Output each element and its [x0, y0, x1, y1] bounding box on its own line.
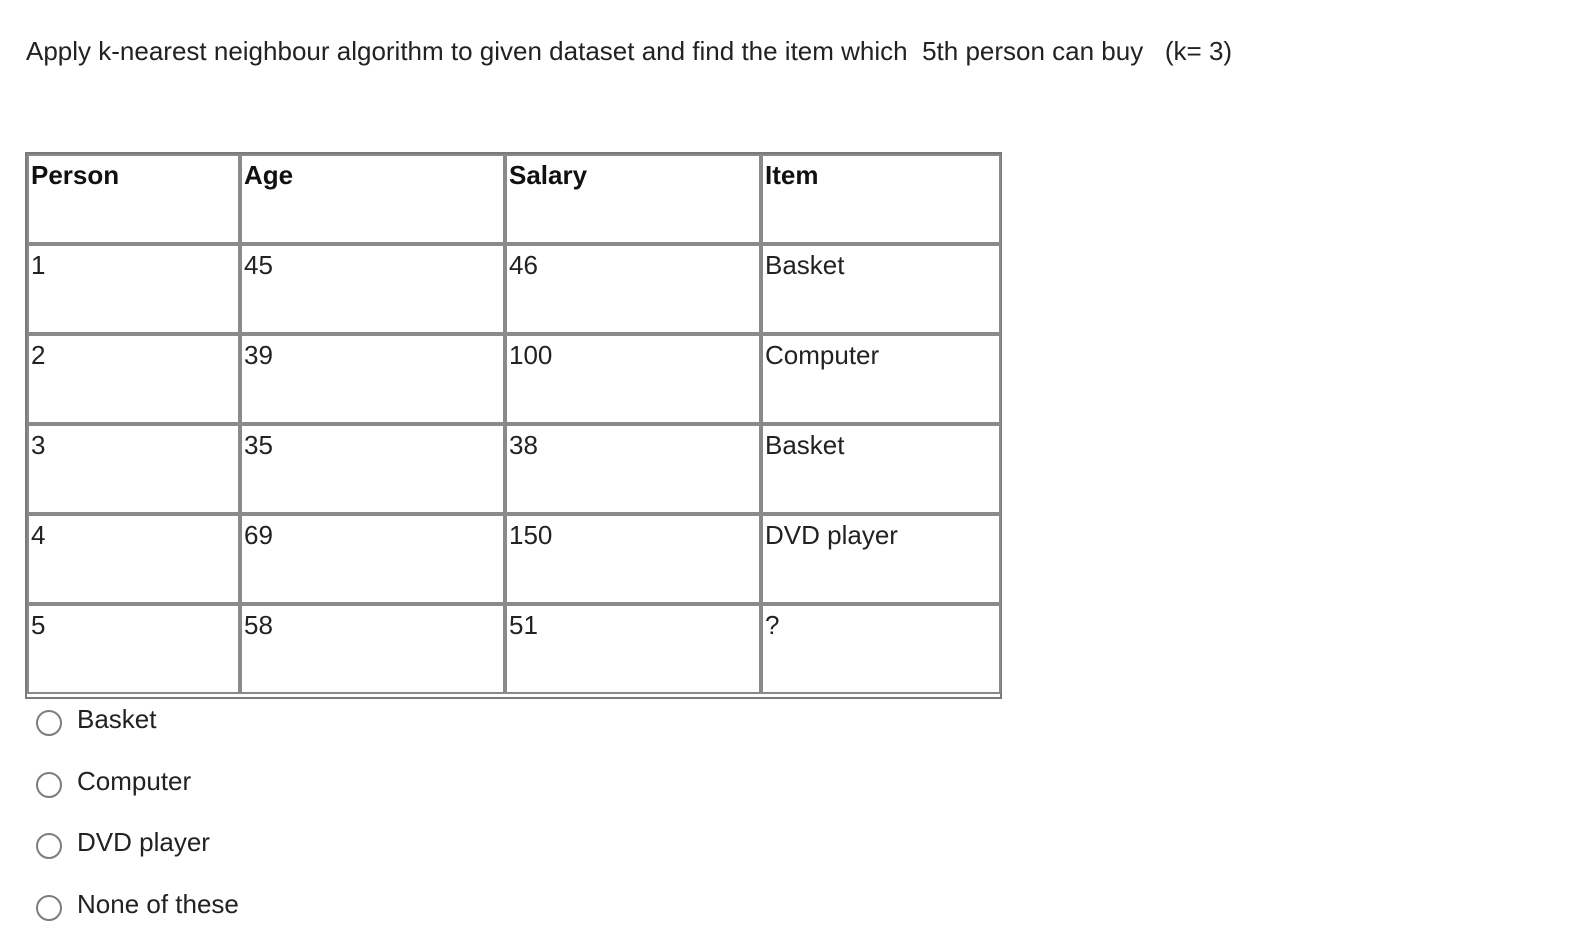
cell-item: Basket: [761, 244, 1001, 334]
question-text: Apply k-nearest neighbour algorithm to given dataset and find the item which 5th person can buy (k= 3): [26, 36, 1233, 66]
header-person: Person: [27, 154, 240, 244]
cell-person: 3: [27, 424, 240, 514]
radio-button-icon[interactable]: [36, 833, 62, 859]
cell-age: 35: [240, 424, 505, 514]
cell-age: 69: [240, 514, 505, 604]
header-salary: Salary: [505, 154, 761, 244]
cell-person: 4: [27, 514, 240, 604]
cell-salary: 100: [505, 334, 761, 424]
cell-person: 2: [27, 334, 240, 424]
radio-button-icon[interactable]: [36, 772, 62, 798]
option-basket[interactable]: [36, 699, 436, 739]
option-label[interactable]: Computer: [77, 766, 192, 796]
option-computer[interactable]: [36, 761, 436, 801]
cell-salary: 51: [505, 604, 761, 694]
option-dvd-player[interactable]: [36, 822, 436, 862]
dataset-table: [25, 152, 1002, 699]
cell-item: Computer: [761, 334, 1001, 424]
cell-item: Basket: [761, 424, 1001, 514]
cell-person: 5: [27, 604, 240, 694]
cell-item: ?: [761, 604, 1001, 694]
cell-age: 45: [240, 244, 505, 334]
cell-salary: 150: [505, 514, 761, 604]
cell-salary: 38: [505, 424, 761, 514]
radio-button-icon[interactable]: [36, 710, 62, 736]
cell-person: 1: [27, 244, 240, 334]
cell-salary: 46: [505, 244, 761, 334]
option-label[interactable]: DVD player: [77, 827, 210, 857]
header-item: Item: [761, 154, 1001, 244]
header-age: Age: [240, 154, 505, 244]
cell-age: 58: [240, 604, 505, 694]
cell-age: 39: [240, 334, 505, 424]
option-label[interactable]: None of these: [77, 889, 239, 919]
radio-button-icon[interactable]: [36, 895, 62, 921]
option-none-of-these[interactable]: [36, 884, 436, 924]
option-label[interactable]: Basket: [77, 704, 157, 734]
cell-item: DVD player: [761, 514, 1001, 604]
